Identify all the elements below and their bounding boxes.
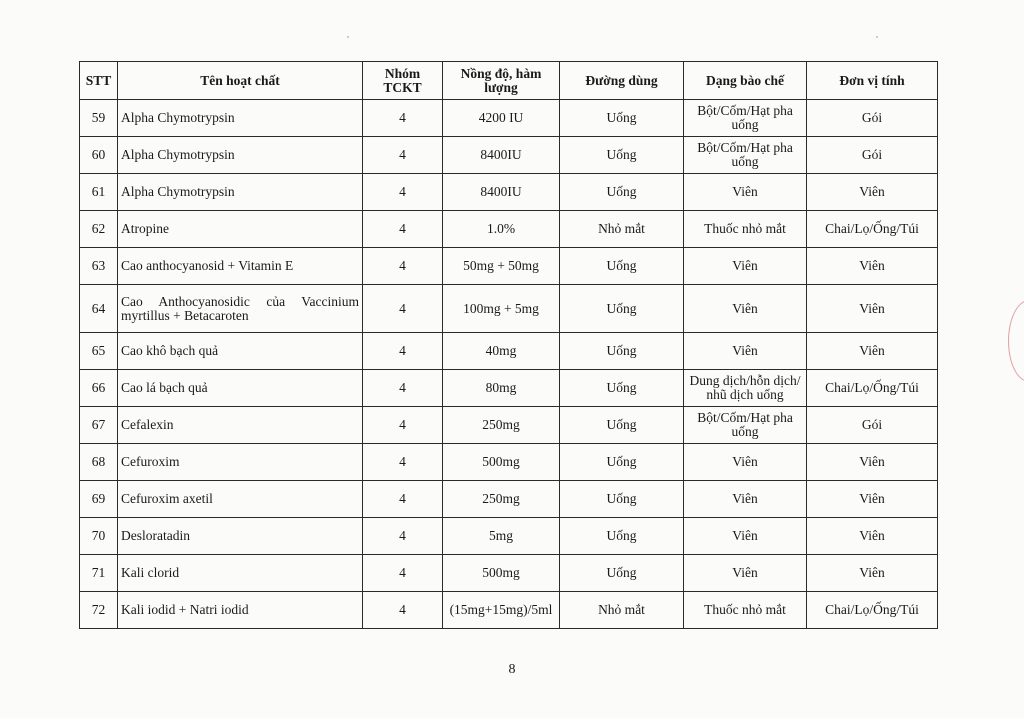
cell-unit: Viên (807, 285, 938, 333)
table-row (80, 333, 938, 370)
cell-dose: 100mg + 5mg (443, 285, 560, 333)
cell-route: Uống (560, 333, 684, 370)
cell-form: Bột/Cốm/Hạt pha uống (684, 100, 807, 137)
cell-route: Uống (560, 285, 684, 333)
header-unit: Đơn vị tính (807, 62, 938, 100)
cell-dose: 8400IU (443, 137, 560, 174)
cell-dose: 4200 IU (443, 100, 560, 137)
cell-name: Alpha Chymotrypsin (118, 137, 363, 174)
cell-unit: Gói (807, 137, 938, 174)
cell-stt: 61 (80, 174, 118, 211)
cell-form: Dung dịch/hỗn dịch/ nhũ dịch uống (684, 370, 807, 407)
cell-stt: 71 (80, 555, 118, 592)
header-group: Nhóm TCKT (363, 62, 443, 100)
table-row (80, 174, 938, 211)
stamp-edge-mark (1008, 300, 1024, 382)
cell-form: Thuốc nhỏ mắt (684, 211, 807, 248)
cell-dose: 50mg + 50mg (443, 248, 560, 285)
cell-stt: 64 (80, 285, 118, 333)
cell-dose: 500mg (443, 444, 560, 481)
table-row (80, 444, 938, 481)
cell-unit: Viên (807, 333, 938, 370)
drug-table (79, 61, 938, 629)
cell-name: Atropine (118, 211, 363, 248)
cell-route: Uống (560, 481, 684, 518)
header-name: Tên hoạt chất (118, 62, 363, 100)
cell-group: 4 (363, 592, 443, 629)
table-row (80, 285, 938, 333)
table-row (80, 248, 938, 285)
table-row (80, 370, 938, 407)
cell-unit: Viên (807, 174, 938, 211)
cell-form: Viên (684, 333, 807, 370)
cell-route: Uống (560, 248, 684, 285)
cell-group: 4 (363, 444, 443, 481)
cell-unit: Gói (807, 407, 938, 444)
cell-name: Desloratadin (118, 518, 363, 555)
cell-group: 4 (363, 248, 443, 285)
cell-form: Viên (684, 481, 807, 518)
cell-stt: 68 (80, 444, 118, 481)
scan-speck (876, 36, 878, 38)
cell-stt: 65 (80, 333, 118, 370)
cell-group: 4 (363, 285, 443, 333)
cell-route: Uống (560, 407, 684, 444)
cell-form: Bột/Cốm/Hạt pha uống (684, 137, 807, 174)
cell-dose: 250mg (443, 407, 560, 444)
cell-unit: Viên (807, 248, 938, 285)
cell-form: Viên (684, 518, 807, 555)
cell-group: 4 (363, 100, 443, 137)
table-row (80, 555, 938, 592)
cell-stt: 70 (80, 518, 118, 555)
cell-unit: Chai/Lọ/Ống/Túi (807, 592, 938, 629)
header-form: Dạng bào chế (684, 62, 807, 100)
cell-name: Alpha Chymotrypsin (118, 174, 363, 211)
cell-form: Thuốc nhỏ mắt (684, 592, 807, 629)
cell-dose: 1.0% (443, 211, 560, 248)
cell-route: Uống (560, 444, 684, 481)
cell-name: Cao lá bạch quả (118, 370, 363, 407)
cell-unit: Gói (807, 100, 938, 137)
cell-stt: 60 (80, 137, 118, 174)
cell-group: 4 (363, 211, 443, 248)
cell-stt: 69 (80, 481, 118, 518)
cell-unit: Viên (807, 555, 938, 592)
header-stt: STT (80, 62, 118, 100)
table-row (80, 592, 938, 629)
cell-unit: Chai/Lọ/Ống/Túi (807, 211, 938, 248)
page-number: 8 (508, 662, 516, 677)
cell-unit: Viên (807, 444, 938, 481)
cell-stt: 66 (80, 370, 118, 407)
cell-form: Viên (684, 555, 807, 592)
cell-group: 4 (363, 407, 443, 444)
cell-route: Uống (560, 518, 684, 555)
cell-stt: 59 (80, 100, 118, 137)
cell-stt: 67 (80, 407, 118, 444)
header-dose: Nồng độ, hàm lượng (443, 62, 560, 100)
cell-form: Viên (684, 174, 807, 211)
cell-name: Cao Anthocyanosidic của Vaccinium myrtillus + Betacaroten (118, 285, 363, 333)
cell-stt: 62 (80, 211, 118, 248)
cell-dose: 80mg (443, 370, 560, 407)
table-row (80, 481, 938, 518)
table-row (80, 211, 938, 248)
cell-route: Uống (560, 555, 684, 592)
cell-name: Cefuroxim axetil (118, 481, 363, 518)
cell-route: Nhỏ mắt (560, 592, 684, 629)
cell-group: 4 (363, 333, 443, 370)
cell-form: Bột/Cốm/Hạt pha uống (684, 407, 807, 444)
cell-dose: 40mg (443, 333, 560, 370)
scan-speck (347, 36, 349, 38)
cell-name: Cefuroxim (118, 444, 363, 481)
table-row (80, 100, 938, 137)
cell-dose: 8400IU (443, 174, 560, 211)
cell-name: Cao khô bạch quả (118, 333, 363, 370)
cell-name: Cao anthocyanosid + Vitamin E (118, 248, 363, 285)
cell-group: 4 (363, 518, 443, 555)
cell-route: Uống (560, 370, 684, 407)
cell-name: Kali clorid (118, 555, 363, 592)
cell-dose: 5mg (443, 518, 560, 555)
cell-route: Uống (560, 100, 684, 137)
cell-dose: 500mg (443, 555, 560, 592)
cell-unit: Viên (807, 481, 938, 518)
table-row (80, 137, 938, 174)
cell-name: Alpha Chymotrypsin (118, 100, 363, 137)
cell-stt: 72 (80, 592, 118, 629)
cell-form: Viên (684, 285, 807, 333)
cell-route: Nhỏ mắt (560, 211, 684, 248)
table-header-row (80, 62, 938, 100)
cell-form: Viên (684, 444, 807, 481)
cell-name: Cefalexin (118, 407, 363, 444)
cell-unit: Chai/Lọ/Ống/Túi (807, 370, 938, 407)
cell-form: Viên (684, 248, 807, 285)
cell-dose: 250mg (443, 481, 560, 518)
cell-group: 4 (363, 174, 443, 211)
table-row (80, 407, 938, 444)
cell-route: Uống (560, 137, 684, 174)
cell-group: 4 (363, 137, 443, 174)
cell-unit: Viên (807, 518, 938, 555)
cell-name: Kali iodid + Natri iodid (118, 592, 363, 629)
cell-group: 4 (363, 555, 443, 592)
cell-group: 4 (363, 370, 443, 407)
header-route: Đường dùng (560, 62, 684, 100)
table-row (80, 518, 938, 555)
cell-dose: (15mg+15mg)/5ml (443, 592, 560, 629)
cell-group: 4 (363, 481, 443, 518)
cell-route: Uống (560, 174, 684, 211)
cell-stt: 63 (80, 248, 118, 285)
